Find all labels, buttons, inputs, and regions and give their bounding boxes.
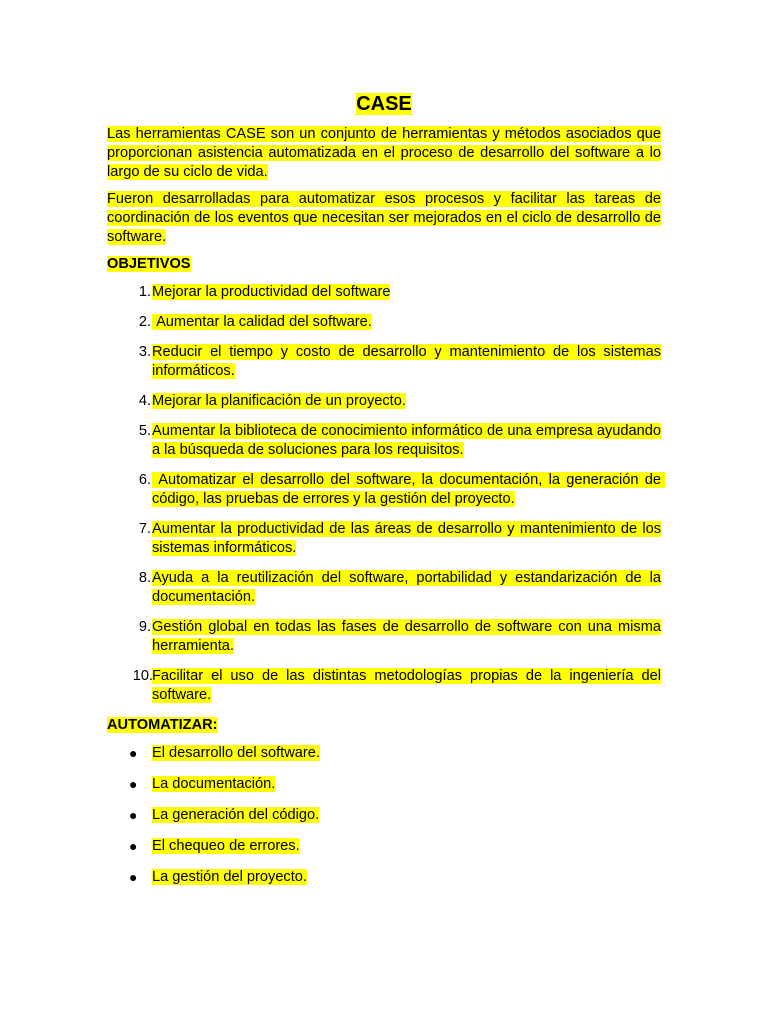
list-item: ● La documentación. bbox=[129, 776, 276, 792]
list-item: 3. Reducir el tiempo y costo de desarrollo y mantenimiento de los sistemas informáticos. bbox=[138, 344, 661, 379]
list-item: 7. Aumentar la productividad de las áreas de desarrollo y mantenimiento de los sistemas informáticos. bbox=[138, 521, 661, 556]
document-page bbox=[107, 92, 666, 899]
list-item: 8. Ayuda a la reutilización del software, portabilidad y estandarización de la documentación. bbox=[138, 570, 661, 605]
list-item: 6. Automatizar el desarrollo del software, la documentación, la generación de código, las pruebas de errores y la gestión del proyecto. bbox=[138, 472, 666, 507]
objetivos-heading: OBJETIVOS bbox=[107, 256, 191, 272]
bullet-icon: ● bbox=[129, 745, 138, 761]
bullet-icon: ● bbox=[129, 869, 138, 885]
list-item: 4. Mejorar la planificación de un proyecto. bbox=[138, 393, 406, 409]
automatizar-list bbox=[107, 744, 661, 887]
list-item: ● El chequeo de errores. bbox=[129, 838, 300, 854]
bullet-icon: ● bbox=[129, 807, 138, 823]
list-item: ● La gestión del proyecto. bbox=[129, 869, 307, 885]
intro-paragraph-2: Fueron desarrolladas para automatizar esos procesos y facilitar las tareas de coordinación de los eventos que necesitan ser mejorados en el ciclo de desarrollo de software. bbox=[107, 191, 661, 245]
objetivos-list bbox=[107, 283, 666, 705]
list-item: 5. Aumentar la biblioteca de conocimiento informático de una empresa ayudando a la búsqueda de soluciones para los requisitos. bbox=[138, 423, 661, 458]
list-item: ● El desarrollo del software. bbox=[129, 745, 320, 761]
intro-paragraph-1: Las herramientas CASE son un conjunto de herramientas y métodos asociados que proporcionan asistencia automatizada en el proceso de desarrollo del software a lo largo de su ciclo de vida. bbox=[107, 126, 661, 180]
list-item: ● La generación del código. bbox=[129, 807, 320, 823]
list-item: 10. Facilitar el uso de las distintas metodologías propias de la ingeniería del software. bbox=[132, 668, 661, 703]
bullet-icon: ● bbox=[129, 776, 138, 792]
list-item: 1. Mejorar la productividad del software bbox=[138, 284, 391, 300]
automatizar-heading: AUTOMATIZAR: bbox=[107, 717, 218, 733]
list-item: 9. Gestión global en todas las fases de desarrollo de software con una misma herramienta. bbox=[138, 619, 661, 654]
document-title: CASE bbox=[356, 93, 412, 115]
bullet-icon: ● bbox=[129, 838, 138, 854]
list-item: 2. Aumentar la calidad del software. bbox=[138, 314, 372, 330]
